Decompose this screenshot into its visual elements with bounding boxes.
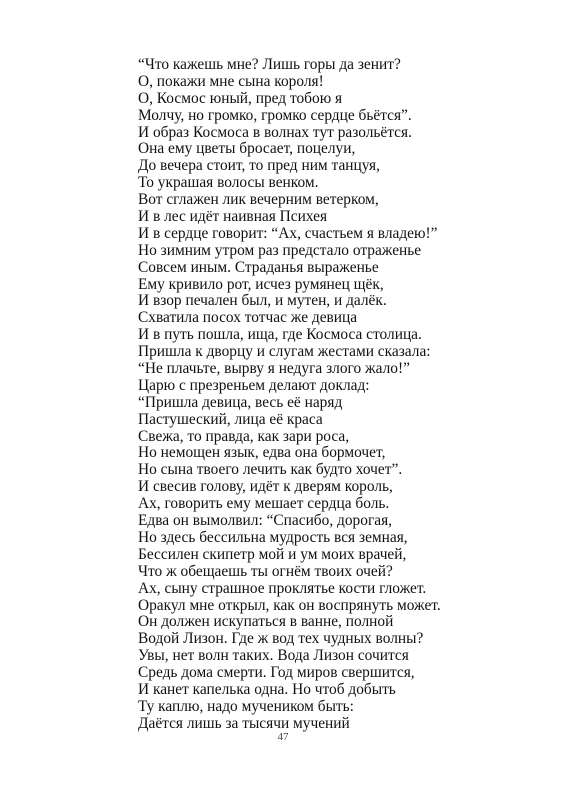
poem-line: “Не плачьте, вырву я недуга злого жало!” xyxy=(138,360,410,378)
page-number: 47 xyxy=(277,731,289,743)
poem-line: Даётся лишь за тысячи мучений xyxy=(138,714,350,732)
poem-line: Едва он вымолвил: “Спасибо, дорогая, xyxy=(138,512,393,530)
poem-line: Совсем иным. Страданья выраженье xyxy=(138,258,379,276)
poem-line: Средь дома смерти. Год миров свершится, xyxy=(138,664,415,682)
poem-line: Свежа, то правда, как зари роса, xyxy=(138,427,350,445)
poem-line: Бессилен скипетр мой и ум моих врачей, xyxy=(138,545,407,563)
poem-line: Царю с презреньем делают доклад: xyxy=(138,376,370,394)
poem-line: И образ Космоса в волнах тут разольётся. xyxy=(138,123,412,141)
poem-line: Схватила посох тотчас же девица xyxy=(138,309,358,327)
poem-line: То украшая волосы венком. xyxy=(138,174,319,192)
poem-line: И канет капелька одна. Но чтоб добыть xyxy=(138,680,396,698)
poem-line: Вот сглажен лик вечерним ветерком, xyxy=(138,191,379,209)
poem-line: Пастушеский, лица её краса xyxy=(138,410,323,428)
poem-line: До вечера стоит, то пред ним танцуя, xyxy=(138,157,380,175)
poem-line: Ах, сыну страшное проклятье кости гложет. xyxy=(138,579,427,597)
poem-line: Пришла к дворцу и слугам жестами сказала: xyxy=(138,343,431,361)
poem-line: Она ему цветы бросает, поцелуи, xyxy=(138,140,356,158)
poem-line: О, Космос юный, пред тобою я xyxy=(138,89,343,107)
poem-line: Что ж обещаешь ты огнём твоих очей? xyxy=(138,562,393,580)
poem-line: И взор печален был, и мутен, и далёк. xyxy=(138,292,387,310)
poem-line: И в лес идёт наивная Психея xyxy=(138,208,328,226)
poem-line: Ту каплю, надо мучеником быть: xyxy=(138,697,354,715)
poem-line: “Что кажешь мне? Лишь горы да зенит? xyxy=(138,56,401,73)
poem-line: Оракул мне открыл, как он воспрянуть может. xyxy=(138,596,441,614)
poem-line: О, покажи мне сына короля! xyxy=(138,72,324,90)
poem-line: Ему кривило рот, исчез румянец щёк, xyxy=(138,275,384,293)
poem-line: Увы, нет волн таких. Вода Лизон сочится xyxy=(138,647,409,665)
poem-line: Но немощен язык, едва она бормочет, xyxy=(138,444,386,462)
poem-line: Но зимним утром раз предстало отраженье xyxy=(138,241,422,259)
poem-text xyxy=(138,57,538,733)
poem-line: И в сердце говорит: “Ах, счастьем я владею!” xyxy=(138,224,438,242)
poem-line: Он должен искупаться в ванне, полной xyxy=(138,613,394,631)
poem-line: Водой Лизон. Где ж вод тех чудных волны? xyxy=(138,630,424,648)
poem-line: Но здесь бессильна мудрость вся земная, xyxy=(138,528,408,546)
poem-line: “Пришла девица, весь её наряд xyxy=(138,393,343,411)
poem-line: Но сына твоего лечить как будто хочет”. xyxy=(138,461,403,479)
poem-line: Молчу, но громко, громко сердце бьётся”. xyxy=(138,106,412,124)
poem-line: Ах, говорить ему мешает сердца боль. xyxy=(138,495,390,513)
poem-line: И свесив голову, идёт к дверям король, xyxy=(138,478,393,496)
poem-line: И в путь пошла, ища, где Космоса столица. xyxy=(138,326,422,344)
